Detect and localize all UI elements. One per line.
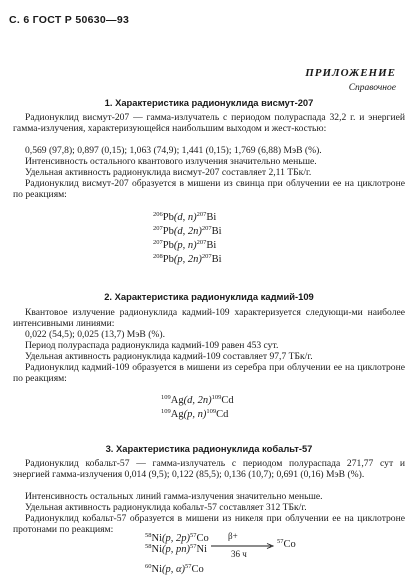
- section-3-formation: Радионуклид кобальт-57 образуется в мишени из никеля при облучении ее на циклотроне протонами по реакциям:: [13, 513, 405, 535]
- section-1-values: 0,569 (97,8); 0,897 (0,15); 1,063 (74,9); 1,441 (0,15); 1,769 (6,88) МэВ (%).: [25, 145, 322, 156]
- appendix-subtitle: Справочное: [348, 83, 396, 93]
- section-3-activity: Удельная активность радионуклида кобальт-57 составляет 312 ТБк/г.: [25, 502, 307, 513]
- reaction-line: $^{109}$Ag(d, 2n)$^{109}$Cd: [161, 394, 234, 406]
- appendix-title: ПРИЛОЖЕНИЕ: [305, 67, 396, 79]
- section-1-reactions: [153, 211, 222, 267]
- section-3-reaction-scheme: [145, 533, 355, 581]
- decay-label: β+: [228, 531, 238, 541]
- section-1-activity: Удельная активность радионуклида висмут-207 составляет 2,11 ТБк/г.: [25, 167, 312, 178]
- section-2-halflife: Период полураспада радионуклида кадмий-109 равен 453 сут.: [25, 340, 279, 351]
- section-2-paragraph: Квантовое излучение радионуклида кадмий-109 характеризуется следующи-ми наиболее интенсивными линиями:: [13, 307, 405, 329]
- reaction-line: $^{58}$Ni(p, 2p)$^{57}$Co: [145, 532, 209, 544]
- reaction-line: $^{58}$Ni(p, pn)$^{57}$Ni: [145, 543, 207, 555]
- reaction-line: $^{207}$Pb(p, n)$^{207}$Bi: [153, 239, 217, 251]
- section-1-title: 1. Характеристика радионуклида висмут-207: [104, 97, 314, 108]
- reaction-line: $^{208}$Pb(p, 2n)$^{207}$Bi: [153, 253, 222, 265]
- section-1-paragraph: Радионуклид висмут-207 — гамма-излучатель с периодом полураспада 32,2 г. и энергией гамма-излучения, характеризующейся наибольшим выходом и жест-костью:: [13, 112, 405, 134]
- section-1-intensity: Интенсивность остального квантового излучения значительно меньше.: [25, 156, 317, 167]
- section-3-title: 3. Характеристика радионуклида кобальт-57: [105, 443, 313, 454]
- section-1-formation: Радионуклид висмут-207 образуется в мишени из свинца при облучении ее на циклотроне по реакциям:: [13, 178, 405, 200]
- section-3-paragraph: Радионуклид кобальт-57 — гамма-излучатель с периодом полураспада 271,77 сут и энергией гамма-излучения 0,014 (9,5); 0,122 (85,5); 0,136 (10,7); 0,691 (0,16) МэВ (%).: [13, 458, 405, 480]
- section-2-activity: Удельная активность радионуклида кадмий-109 составляет 97,7 ТБк/г.: [25, 351, 313, 362]
- section-2-reactions: [161, 394, 234, 422]
- decay-time-label: 36 ч: [231, 549, 247, 559]
- page-header: С. 6 ГОСТ Р 50630—93: [9, 14, 130, 26]
- section-2-formation: Радионуклид кадмий-109 образуется в мишени из серебра при облучении ее на циклотроне по реакциям:: [13, 362, 405, 384]
- section-3-intensity: Интенсивность остальных линий гамма-излучения значительно меньше.: [25, 491, 323, 502]
- reaction-line: $^{206}$Pb(d, n)$^{207}$Bi: [153, 211, 217, 223]
- reaction-product: $^{57}$Co: [277, 538, 296, 550]
- section-2-values: 0,022 (54,5); 0,025 (13,7) МэВ (%).: [25, 329, 166, 340]
- reaction-line: $^{207}$Pb(d, 2n)$^{207}$Bi: [153, 225, 222, 237]
- reaction-line: $^{109}$Ag(p, n)$^{109}$Cd: [161, 408, 229, 420]
- reaction-line: $^{60}$Ni(p, α)$^{57}$Co: [145, 563, 204, 575]
- section-2-title: 2. Характеристика радионуклида кадмий-109: [104, 291, 314, 302]
